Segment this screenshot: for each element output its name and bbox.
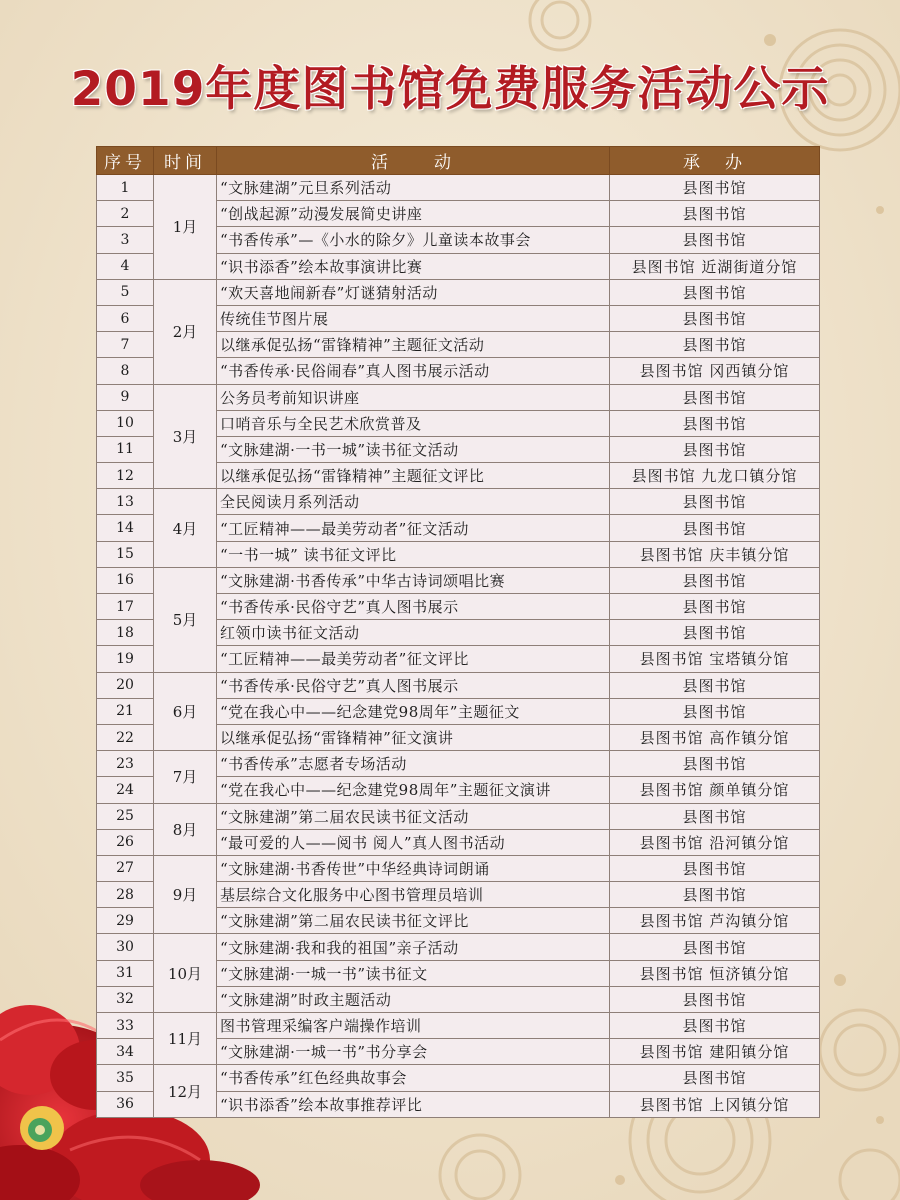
activity-cell: “书香传承·民俗闹春”真人图书展示活动	[217, 358, 610, 384]
row-number: 28	[97, 882, 154, 908]
activity-cell: “工匠精神——最美劳动者”征文活动	[217, 515, 610, 541]
row-number: 34	[97, 1039, 154, 1065]
organizer-cell: 县图书馆	[610, 227, 820, 253]
activity-cell: “书香传承”—《小水的除夕》儿童读本故事会	[217, 227, 610, 253]
activity-cell: 红领巾读书征文活动	[217, 620, 610, 646]
organizer-cell: 县图书馆 高作镇分馆	[610, 724, 820, 750]
row-number: 1	[97, 175, 154, 201]
organizer-cell: 县图书馆 九龙口镇分馆	[610, 463, 820, 489]
header-time: 时间	[154, 147, 217, 175]
activity-cell: “书香传承·民俗守艺”真人图书展示	[217, 672, 610, 698]
organizer-cell: 县图书馆	[610, 882, 820, 908]
organizer-cell: 县图书馆 宝塔镇分馆	[610, 646, 820, 672]
organizer-cell: 县图书馆 恒济镇分馆	[610, 960, 820, 986]
activity-cell: 口哨音乐与全民艺术欣赏普及	[217, 410, 610, 436]
activity-cell: “一书一城” 读书征文评比	[217, 541, 610, 567]
activity-cell: “最可爱的人——阅书 阅人”真人图书活动	[217, 829, 610, 855]
activity-cell: “文脉建湖·我和我的祖国”亲子活动	[217, 934, 610, 960]
month-cell: 6月	[154, 672, 217, 751]
organizer-cell: 县图书馆	[610, 672, 820, 698]
activity-cell: “文脉建湖·一城一书”读书征文	[217, 960, 610, 986]
organizer-cell: 县图书馆	[610, 1065, 820, 1091]
row-number: 23	[97, 751, 154, 777]
activity-cell: “文脉建湖·一城一书”书分享会	[217, 1039, 610, 1065]
activity-cell: “文脉建湖·一书一城”读书征文活动	[217, 436, 610, 462]
organizer-cell: 县图书馆	[610, 620, 820, 646]
row-number: 20	[97, 672, 154, 698]
row-number: 6	[97, 305, 154, 331]
organizer-cell: 县图书馆	[610, 175, 820, 201]
activity-cell: “文脉建湖”时政主题活动	[217, 986, 610, 1012]
table-row	[97, 751, 820, 777]
row-number: 32	[97, 986, 154, 1012]
activity-cell: “文脉建湖”第二届农民读书征文活动	[217, 803, 610, 829]
activity-cell: “书香传承”红色经典故事会	[217, 1065, 610, 1091]
activity-cell: “识书添香”绘本故事演讲比赛	[217, 253, 610, 279]
row-number: 22	[97, 724, 154, 750]
table-header-row	[97, 147, 820, 175]
table-row	[97, 803, 820, 829]
row-number: 29	[97, 908, 154, 934]
row-number: 10	[97, 410, 154, 436]
month-cell: 9月	[154, 855, 217, 934]
table-row	[97, 384, 820, 410]
month-cell: 12月	[154, 1065, 217, 1117]
month-cell: 10月	[154, 934, 217, 1013]
row-number: 35	[97, 1065, 154, 1091]
row-number: 31	[97, 960, 154, 986]
month-cell: 11月	[154, 1013, 217, 1065]
row-number: 8	[97, 358, 154, 384]
activity-cell: 以继承促弘扬“雷锋精神”主题征文活动	[217, 332, 610, 358]
organizer-cell: 县图书馆	[610, 1013, 820, 1039]
activity-cell: 图书管理采编客户端操作培训	[217, 1013, 610, 1039]
activity-cell: “文脉建湖·书香传世”中华经典诗词朗诵	[217, 855, 610, 881]
month-cell: 3月	[154, 384, 217, 489]
header-activity: 活 动	[217, 147, 610, 175]
activity-table	[96, 146, 820, 1118]
row-number: 13	[97, 489, 154, 515]
row-number: 24	[97, 777, 154, 803]
table-row	[97, 175, 820, 201]
activity-cell: “书香传承·民俗守艺”真人图书展示	[217, 594, 610, 620]
organizer-cell: 县图书馆	[610, 855, 820, 881]
table-row	[97, 1013, 820, 1039]
activity-cell: “识书添香”绘本故事推荐评比	[217, 1091, 610, 1117]
organizer-cell: 县图书馆	[610, 305, 820, 331]
organizer-cell: 县图书馆	[610, 436, 820, 462]
row-number: 3	[97, 227, 154, 253]
month-cell: 4月	[154, 489, 217, 568]
activity-cell: 全民阅读月系列活动	[217, 489, 610, 515]
header-organizer: 承 办	[610, 147, 820, 175]
row-number: 21	[97, 698, 154, 724]
month-cell: 5月	[154, 567, 217, 672]
organizer-cell: 县图书馆	[610, 410, 820, 436]
activity-cell: “工匠精神——最美劳动者”征文评比	[217, 646, 610, 672]
organizer-cell: 县图书馆	[610, 489, 820, 515]
row-number: 7	[97, 332, 154, 358]
table-body	[97, 175, 820, 1118]
row-number: 15	[97, 541, 154, 567]
row-number: 12	[97, 463, 154, 489]
table-row	[97, 1065, 820, 1091]
organizer-cell: 县图书馆	[610, 934, 820, 960]
row-number: 11	[97, 436, 154, 462]
table-row	[97, 567, 820, 593]
activity-cell: “书香传承”志愿者专场活动	[217, 751, 610, 777]
organizer-cell: 县图书馆	[610, 751, 820, 777]
activity-cell: “文脉建湖·书香传承”中华古诗词颂唱比赛	[217, 567, 610, 593]
organizer-cell: 县图书馆	[610, 567, 820, 593]
month-cell: 1月	[154, 175, 217, 280]
organizer-cell: 县图书馆	[610, 698, 820, 724]
month-cell: 2月	[154, 279, 217, 384]
page-title: 2019年度图书馆免费服务活动公示	[70, 62, 830, 117]
organizer-cell: 县图书馆	[610, 384, 820, 410]
activity-cell: “文脉建湖”元旦系列活动	[217, 175, 610, 201]
row-number: 17	[97, 594, 154, 620]
organizer-cell: 县图书馆	[610, 279, 820, 305]
table-row	[97, 855, 820, 881]
header-no: 序号	[97, 147, 154, 175]
row-number: 26	[97, 829, 154, 855]
activity-cell: “党在我心中——纪念建党98周年”主题征文演讲	[217, 777, 610, 803]
organizer-cell: 县图书馆 建阳镇分馆	[610, 1039, 820, 1065]
activity-cell: 公务员考前知识讲座	[217, 384, 610, 410]
organizer-cell: 县图书馆 沿河镇分馆	[610, 829, 820, 855]
row-number: 5	[97, 279, 154, 305]
row-number: 16	[97, 567, 154, 593]
activity-cell: 传统佳节图片展	[217, 305, 610, 331]
row-number: 36	[97, 1091, 154, 1117]
row-number: 27	[97, 855, 154, 881]
organizer-cell: 县图书馆	[610, 332, 820, 358]
activity-cell: 以继承促弘扬“雷锋精神”主题征文评比	[217, 463, 610, 489]
activity-cell: “文脉建湖”第二届农民读书征文评比	[217, 908, 610, 934]
table-row	[97, 489, 820, 515]
activity-cell: “党在我心中——纪念建党98周年”主题征文	[217, 698, 610, 724]
organizer-cell: 县图书馆 冈西镇分馆	[610, 358, 820, 384]
table-row	[97, 672, 820, 698]
row-number: 2	[97, 201, 154, 227]
row-number: 33	[97, 1013, 154, 1039]
organizer-cell: 县图书馆 庆丰镇分馆	[610, 541, 820, 567]
activity-cell: “创战起源”动漫发展简史讲座	[217, 201, 610, 227]
row-number: 18	[97, 620, 154, 646]
table-row	[97, 934, 820, 960]
organizer-cell: 县图书馆 芦沟镇分馆	[610, 908, 820, 934]
activity-cell: 基层综合文化服务中心图书管理员培训	[217, 882, 610, 908]
activity-cell: “欢天喜地闹新春”灯谜猜射活动	[217, 279, 610, 305]
row-number: 30	[97, 934, 154, 960]
organizer-cell: 县图书馆 颜单镇分馆	[610, 777, 820, 803]
organizer-cell: 县图书馆 近湖街道分馆	[610, 253, 820, 279]
row-number: 19	[97, 646, 154, 672]
month-cell: 7月	[154, 751, 217, 803]
row-number: 14	[97, 515, 154, 541]
organizer-cell: 县图书馆	[610, 803, 820, 829]
row-number: 4	[97, 253, 154, 279]
organizer-cell: 县图书馆	[610, 515, 820, 541]
table-row	[97, 279, 820, 305]
organizer-cell: 县图书馆 上冈镇分馆	[610, 1091, 820, 1117]
month-cell: 8月	[154, 803, 217, 855]
organizer-cell: 县图书馆	[610, 986, 820, 1012]
activity-cell: 以继承促弘扬“雷锋精神”征文演讲	[217, 724, 610, 750]
row-number: 25	[97, 803, 154, 829]
organizer-cell: 县图书馆	[610, 201, 820, 227]
organizer-cell: 县图书馆	[610, 594, 820, 620]
row-number: 9	[97, 384, 154, 410]
